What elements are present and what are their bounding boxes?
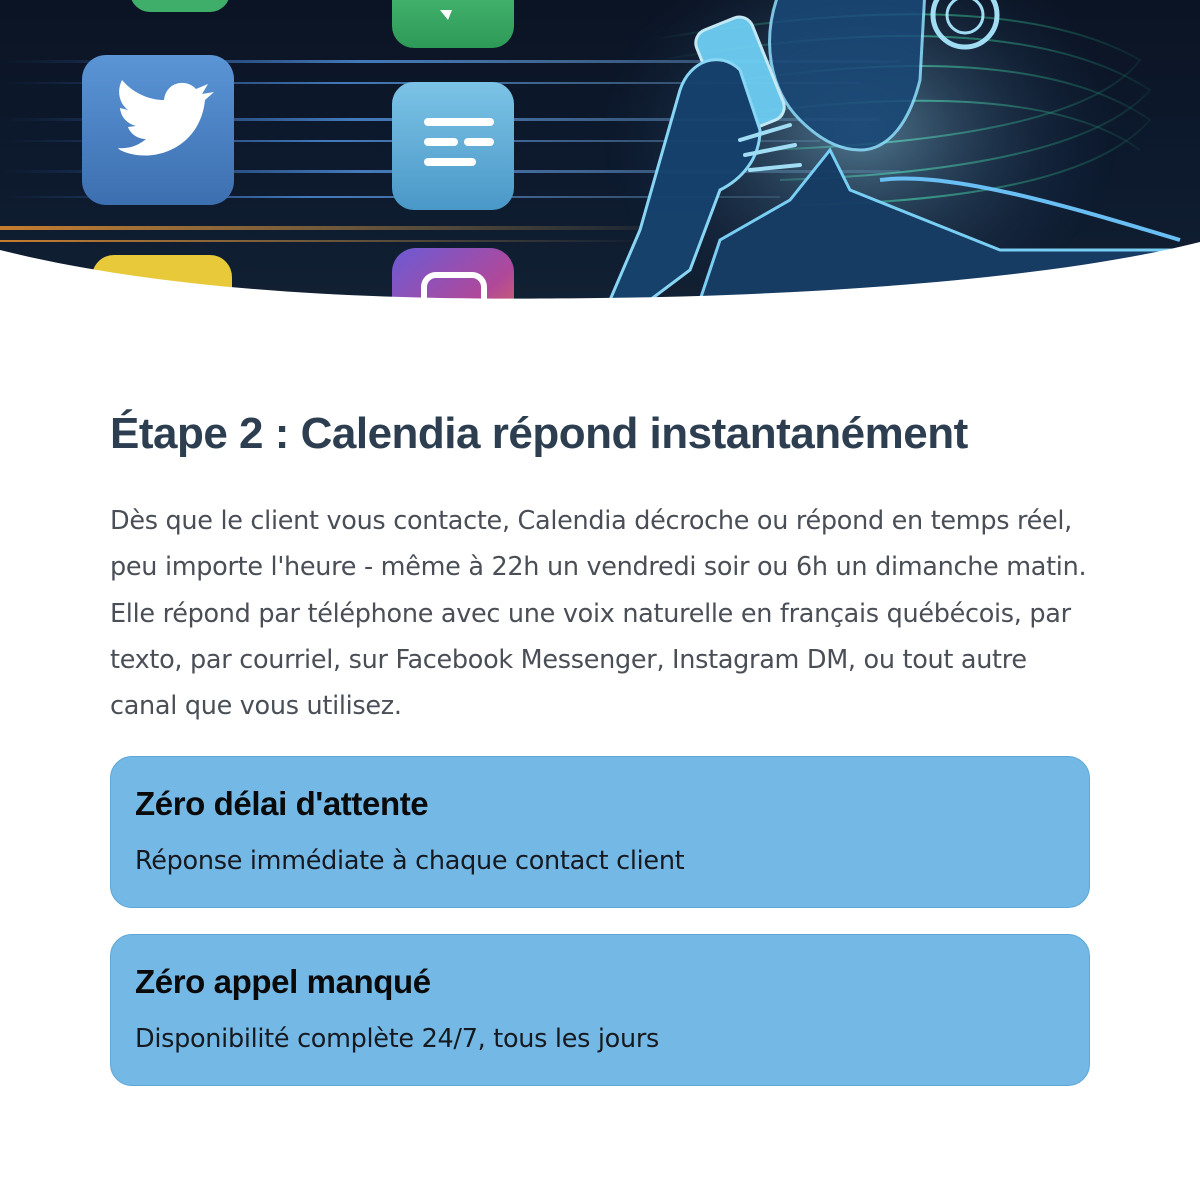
instagram-icon xyxy=(392,248,514,300)
feature-card-text: Réponse immédiate à chaque contact client xyxy=(135,846,685,876)
hero-illustration xyxy=(0,0,1200,300)
feature-card-no-missed-call xyxy=(110,934,1090,1086)
page-title: Étape 2 : Calendia répond instantanément xyxy=(110,409,968,458)
feature-card-text: Disponibilité complète 24/7, tous les jours xyxy=(135,1024,659,1054)
twitter-icon xyxy=(82,55,234,205)
text-lines-icon xyxy=(392,82,514,210)
message-bubble-icon xyxy=(392,0,514,48)
hero-image xyxy=(0,0,1200,300)
step-description: Dès que le client vous contacte, Calendia décroche ou répond en temps réel, peu importe l'heure - même à 22h un vendredi soir ou 6h un dimanche matin. Elle répond par téléphone avec une voix naturelle en français québécois, par texto, par courriel, sur Facebook Messenger, Instagram DM, ou tout autre canal que vous utilisez. xyxy=(110,506,1087,722)
feature-card-title: Zéro appel manqué xyxy=(135,963,431,1000)
feature-card-title: Zéro délai d'attente xyxy=(135,785,429,822)
feature-card-no-wait xyxy=(110,756,1090,908)
